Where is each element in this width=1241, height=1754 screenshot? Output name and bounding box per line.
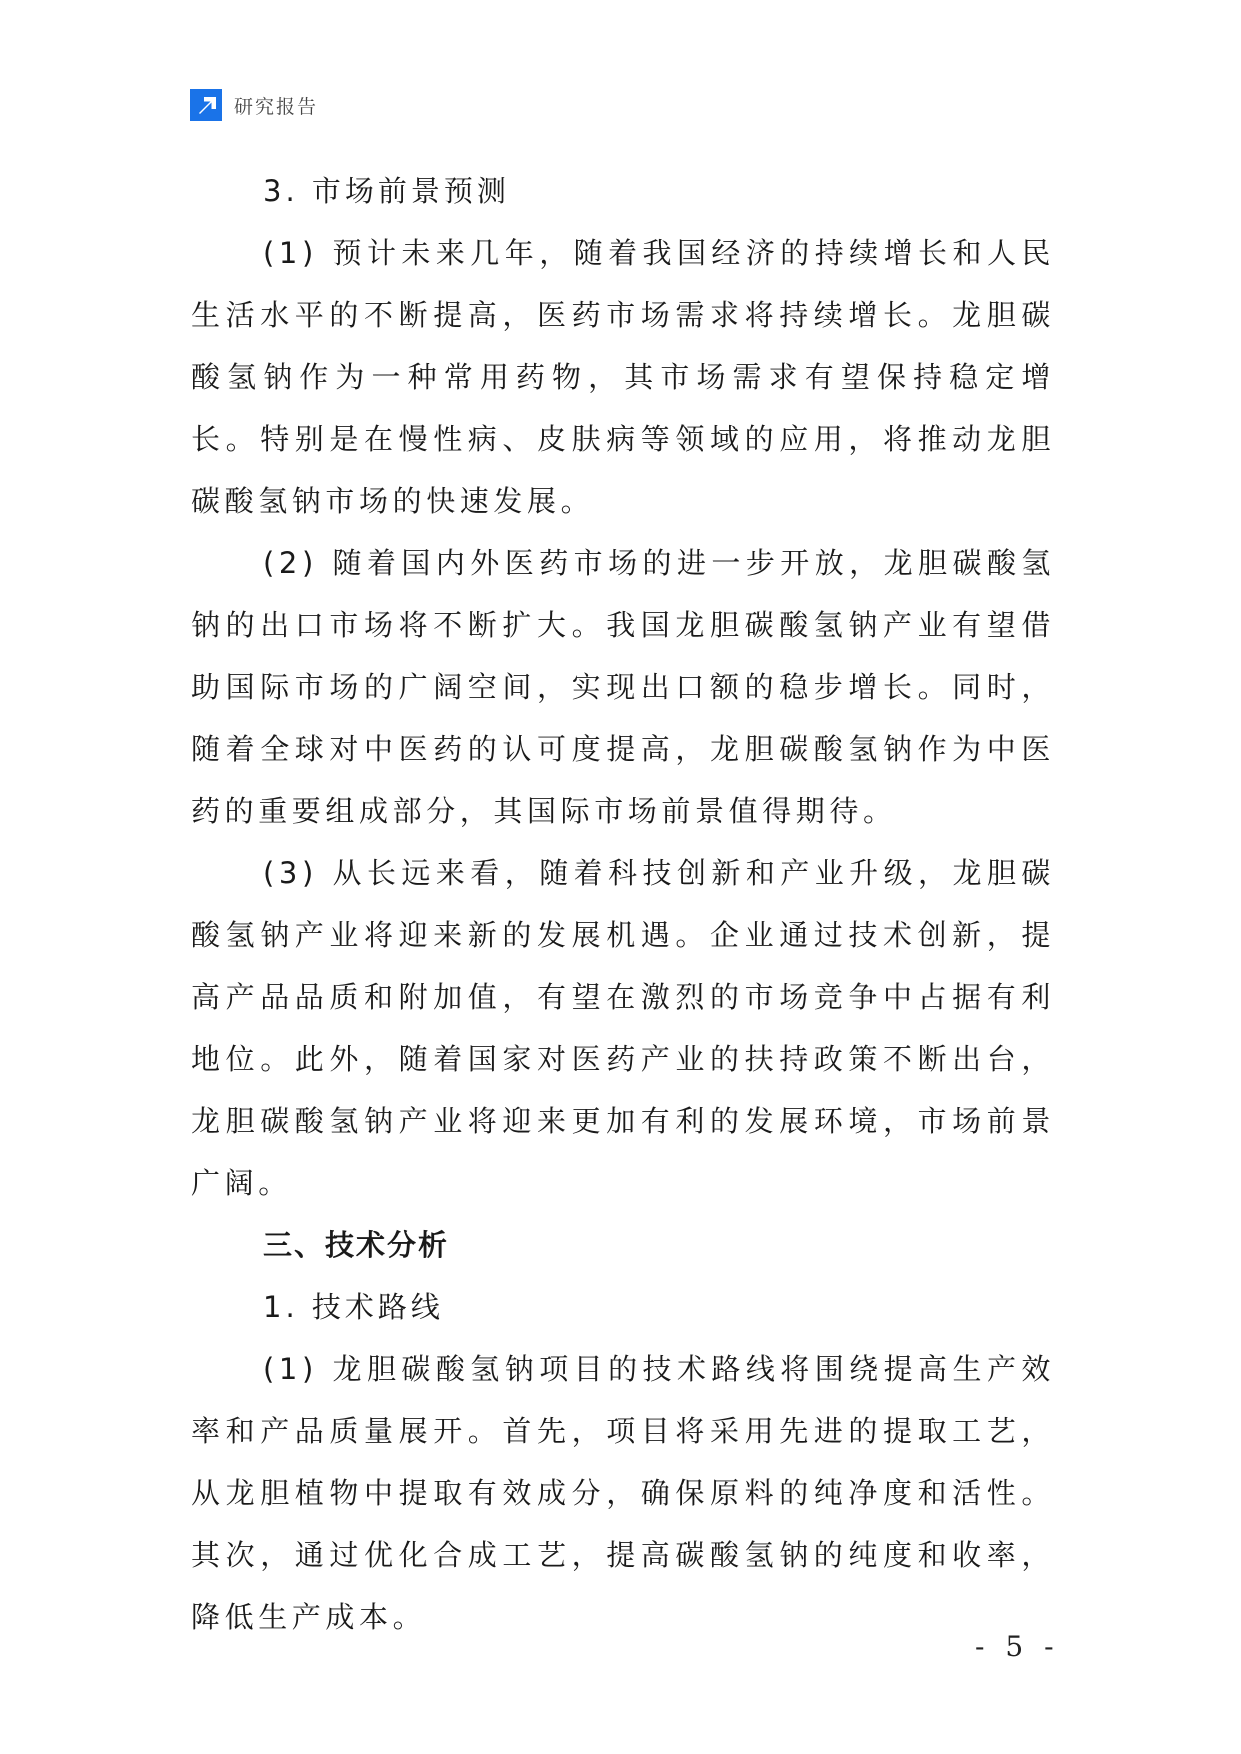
paragraph: (1) 龙胆碳酸氢钠项目的技术路线将围绕提高生产效率和产品质量展开。首先，项目将采用先进的提取工艺，从龙胆植物中提取有效成分，确保原料的纯净度和活性。其次，通过优化合成工艺，提高碳酸氢钠的纯度和收率，降低生产成本。 [191,1352,1055,1634]
page-number: - 5 - [975,1630,1060,1663]
paragraph: (3) 从长远来看，随着科技创新和产业升级，龙胆碳酸氢钠产业将迎来新的发展机遇。企业通过技术创新，提高产品品质和附加值，有望在激烈的市场竞争中占据有利地位。此外，随着国家对医药产业的扶持政策不断出台，龙胆碳酸氢钠产业将迎来更加有利的发展环境，市场前景广阔。 [191,856,1055,1200]
paragraph: (1) 预计未来几年，随着我国经济的持续增长和人民生活水平的不断提高，医药市场需求将持续增长。龙胆碳酸氢钠作为一种常用药物，其市场需求有望保持稳定增长。特别是在慢性病、皮肤病等领域的应用，将推动龙胆碳酸氢钠市场的快速发展。 [191,236,1055,518]
header-title: 研究报告 [234,95,319,118]
document-body [191,160,1055,1648]
arrow-logo-icon [190,89,222,121]
section-heading-market-forecast: 3. 市场前景预测 [263,174,510,208]
chapter-heading-technical-analysis: 三、技术分析 [263,1228,450,1262]
report-header [190,89,318,121]
paragraph: (2) 随着国内外医药市场的进一步开放，龙胆碳酸氢钠的出口市场将不断扩大。我国龙胆碳酸氢钠产业有望借助国际市场的广阔空间，实现出口额的稳步增长。同时，随着全球对中医药的认可度提高，龙胆碳酸氢钠作为中医药的重要组成部分，其国际市场前景值得期待。 [191,546,1055,828]
section-heading-technical-route: 1. 技术路线 [263,1290,444,1324]
